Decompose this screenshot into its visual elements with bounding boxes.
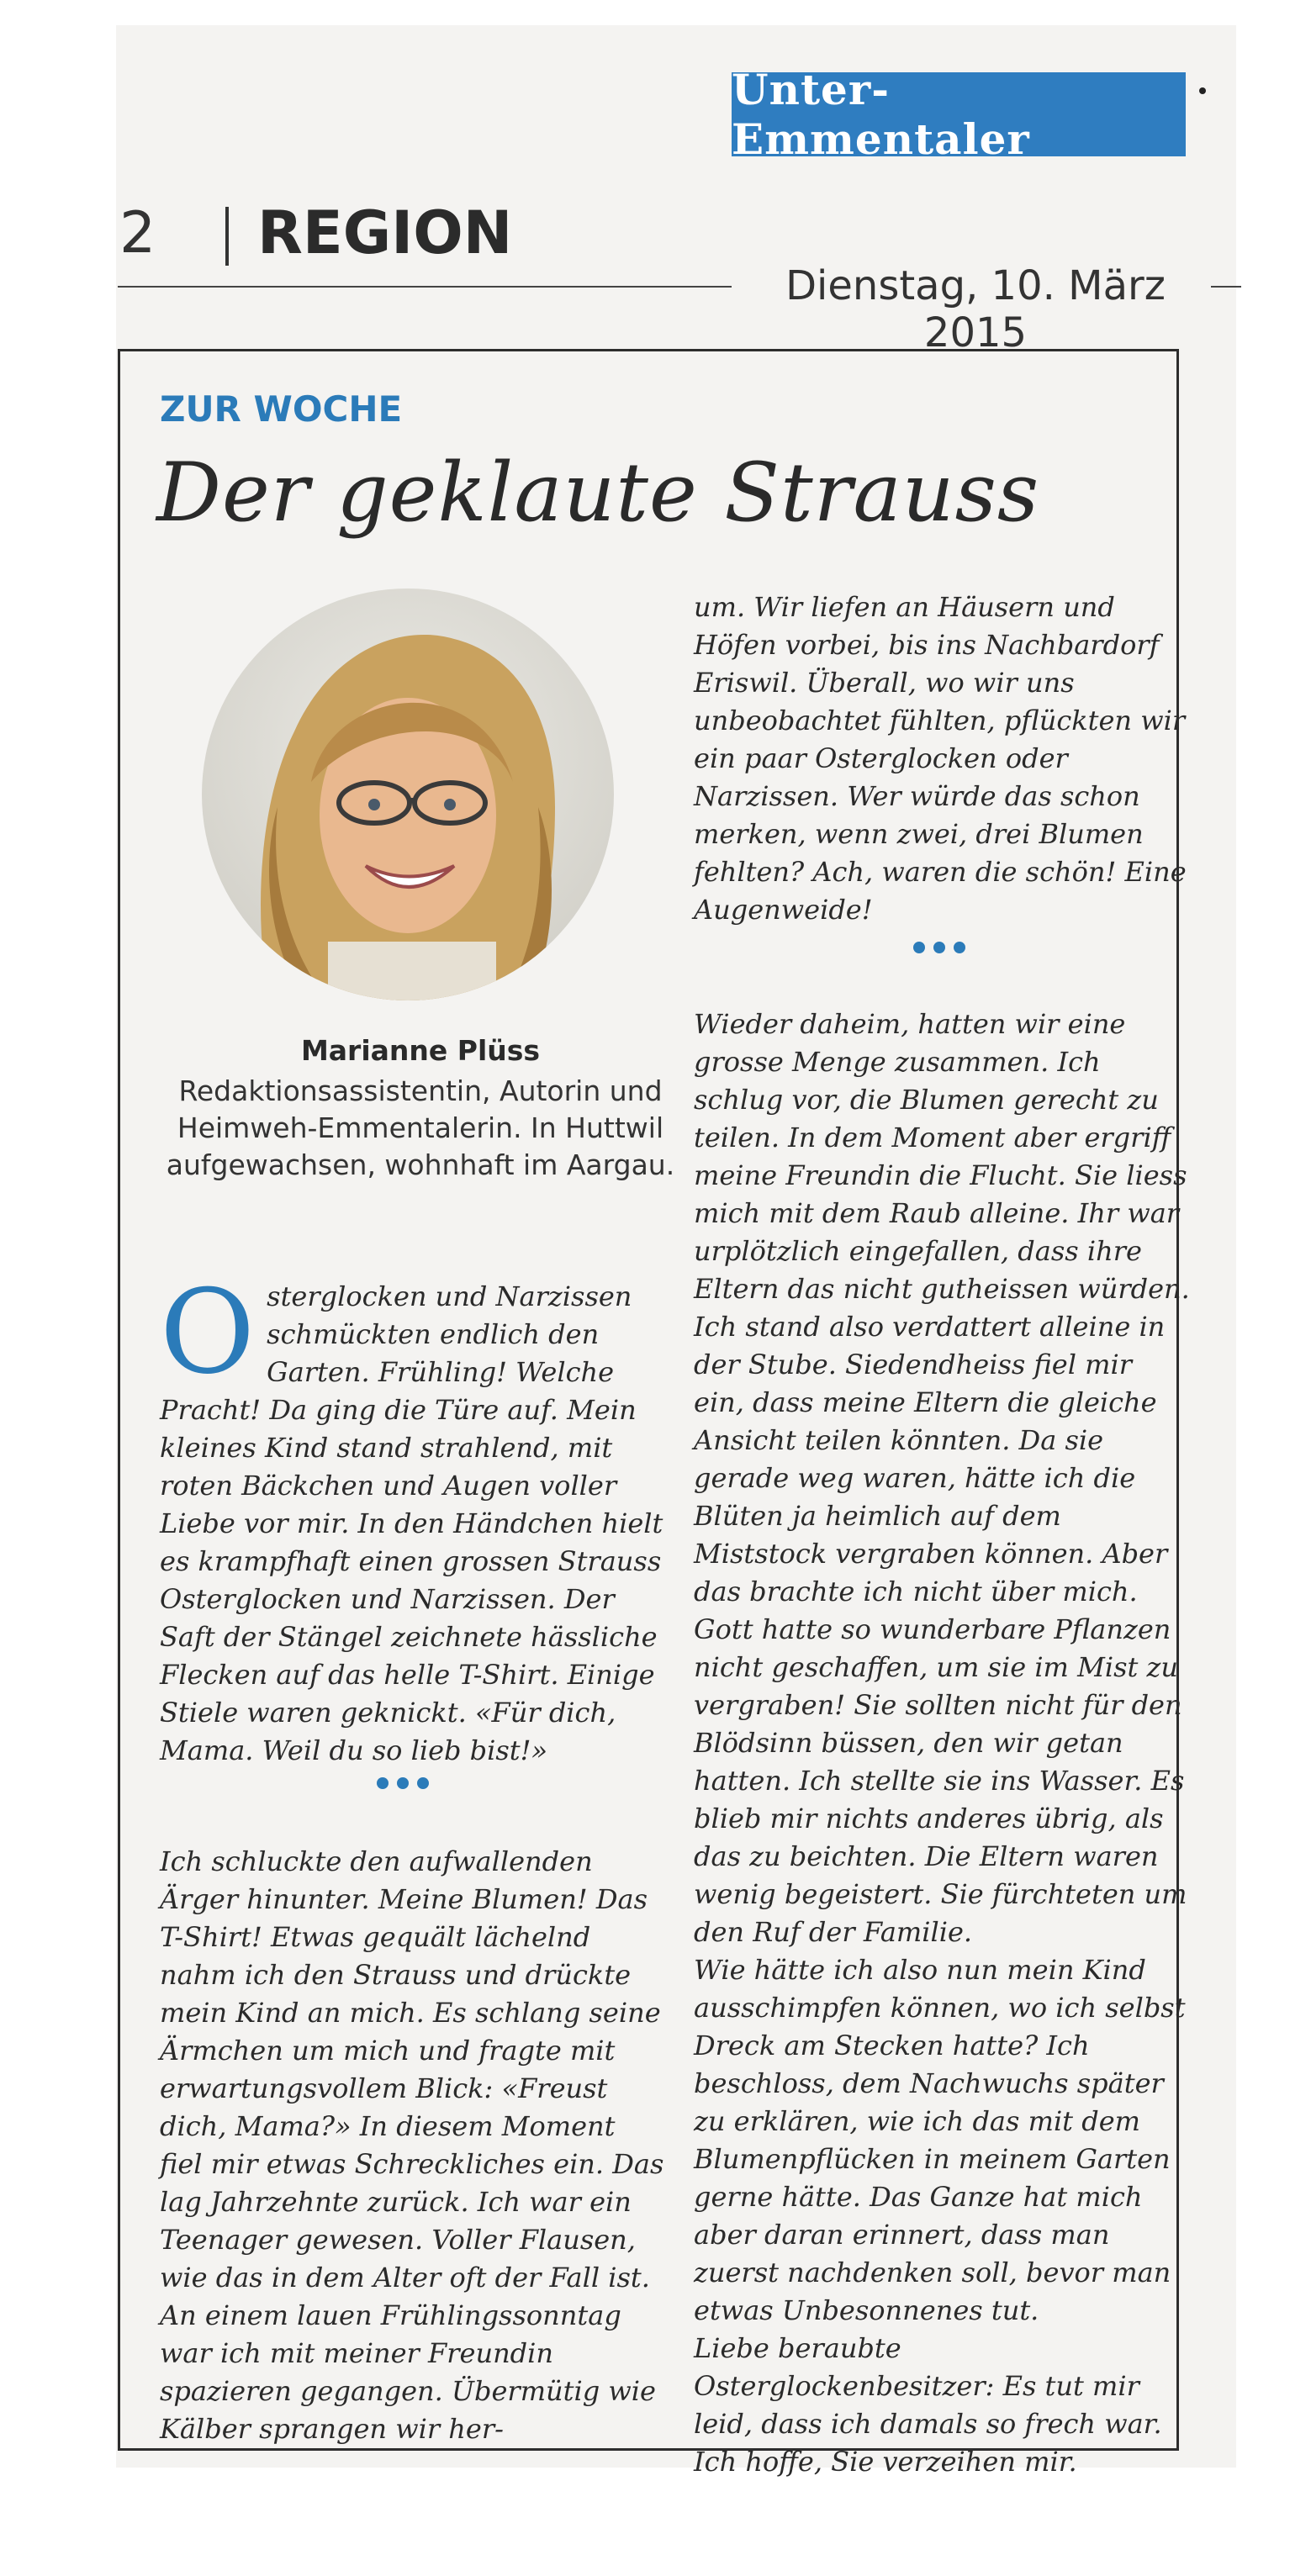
article-column-right-bottom bbox=[694, 1006, 1190, 2481]
article-column-left-bottom bbox=[160, 1843, 664, 2448]
paragraph-1-text: sterglocken und Narzissen schmückten endlich den Garten. Frühling! Welche Pracht! Da ging die Türe auf. Mein kleines Kind stand strahlend, mit roten Bäckchen und Augen voller Liebe vor mir. In den Händchen hielt es krampfhaft einen grossen Strauss Osterglocken und Narzissen. Der Saft der Stängel zeichnete hässliche Flecken auf das helle T-Shirt. Einige Stiele waren geknickt. «Für dich, Mama. Weil du so lieb bist!» bbox=[160, 1280, 663, 1766]
dot bbox=[377, 1777, 389, 1789]
article-column-right-top bbox=[694, 589, 1190, 929]
author-portrait bbox=[202, 589, 614, 1000]
header-rule-right bbox=[1211, 286, 1241, 288]
section-title: REGION bbox=[257, 198, 513, 267]
dot bbox=[397, 1777, 409, 1789]
paragraph-5: Liebe beraubte Osterglockenbesitzer: Es tut mir leid, dass ich damals so frech war. Ich hoffe, Sie verzeihen mir. bbox=[694, 2332, 1162, 2478]
header-rule bbox=[118, 286, 732, 288]
article-kicker: ZUR WOCHE bbox=[160, 388, 403, 430]
paragraph-4: Wie hätte ich also nun mein Kind ausschimpfen können, wo ich selbst Dreck am Stecken hatte? Ich beschloss, dem Nachwuchs später zu erklären, wie ich das mit dem Blumenpflücken in meinem Garten gerne hätte. Das Ganze hat mich aber daran erinnert, dass man zuerst nachdenken soll, bevor man etwas Unbesonnenes tut. bbox=[694, 1954, 1186, 2326]
issue-date: Dienstag, 10. März 2015 bbox=[785, 262, 1166, 356]
newspaper-logo: Unter-Emmentaler bbox=[732, 72, 1186, 156]
dot bbox=[417, 1777, 429, 1789]
drop-cap: O bbox=[160, 1264, 256, 1400]
paragraph-2-part-1: Ich schluckte den aufwallenden Ärger hinunter. Meine Blumen! Das T-Shirt! Etwas gequält lächelnd nahm ich den Strauss und drückte mein Kind an mich. Es schlang seine Ärmchen um mich und fragte mit erwartungsvollem Blick: «Freust dich, Mama?» In diesem Moment fiel mir etwas Schreckliches ein. Das lag Jahrzehnte zurück. Ich war ein Teenager gewesen. Voller Flausen, wie das in dem Alter oft der Fall ist. An einem lauen Frühlingssonntag war ich mit meiner Freundin spazieren gegangen. Übermütig wie Kälber sprangen wir her- bbox=[160, 1845, 664, 2445]
article-column-left-top bbox=[160, 1264, 664, 1824]
article-headline: Der geklaute Strauss bbox=[156, 446, 1040, 540]
author-name: Marianne Plüss bbox=[300, 1034, 541, 1067]
paragraph-2-part-2: um. Wir liefen an Häusern und Höfen vorbei, bis ins Nachbardorf Eriswil. Überall, wo wir uns unbeobachtet fühlten, pflückten wir ein paar Osterglocken oder Narzissen. Wer würde das schon merken, wenn zwei, drei Blumen fehlten? Ach, waren die schön! Eine Augenweide! bbox=[694, 591, 1187, 926]
dot bbox=[933, 942, 945, 953]
logo-dot bbox=[1199, 87, 1206, 94]
author-bio: Redaktionsassistentin, Autorin und Heimweh-Emmentalerin. In Huttwil aufgewachsen, wohnhaft im Aargau. bbox=[166, 1074, 675, 1181]
section-separator bbox=[225, 207, 229, 266]
dot bbox=[913, 942, 925, 953]
paragraph-1 bbox=[160, 1264, 664, 1770]
section-break-dots bbox=[377, 1777, 429, 1789]
page-number: 2 bbox=[119, 200, 156, 267]
section-break-dots bbox=[913, 942, 965, 953]
paragraph-3: Wieder daheim, hatten wir eine grosse Menge zusammen. Ich schlug vor, die Blumen gerecht zu teilen. In dem Moment aber ergriff meine Freundin die Flucht. Sie liess mich mit dem Raub alleine. Ihr war urplötzlich eingefallen, dass ihre Eltern das nicht gutheissen würden. Ich stand also verdattert alleine in der Stube. Siedendheiss fiel mir ein, dass meine Eltern die gleiche Ansicht teilen könnten. Da sie gerade weg waren, hätte ich die Blüten ja heimlich auf dem Miststock vergraben können. Aber das brachte ich nicht über mich. Gott hatte so wunderbare Pflanzen nicht geschaffen, um sie im Mist zu vergraben! Sie sollten nicht für den Blödsinn büssen, den wir getan hatten. Ich stellte sie ins Wasser. Es blieb mir nichts anderes übrig, als das zu beichten. Die Eltern waren wenig begeistert. Sie fürchteten um den Ruf der Familie. bbox=[694, 1008, 1190, 1948]
dot bbox=[954, 942, 965, 953]
